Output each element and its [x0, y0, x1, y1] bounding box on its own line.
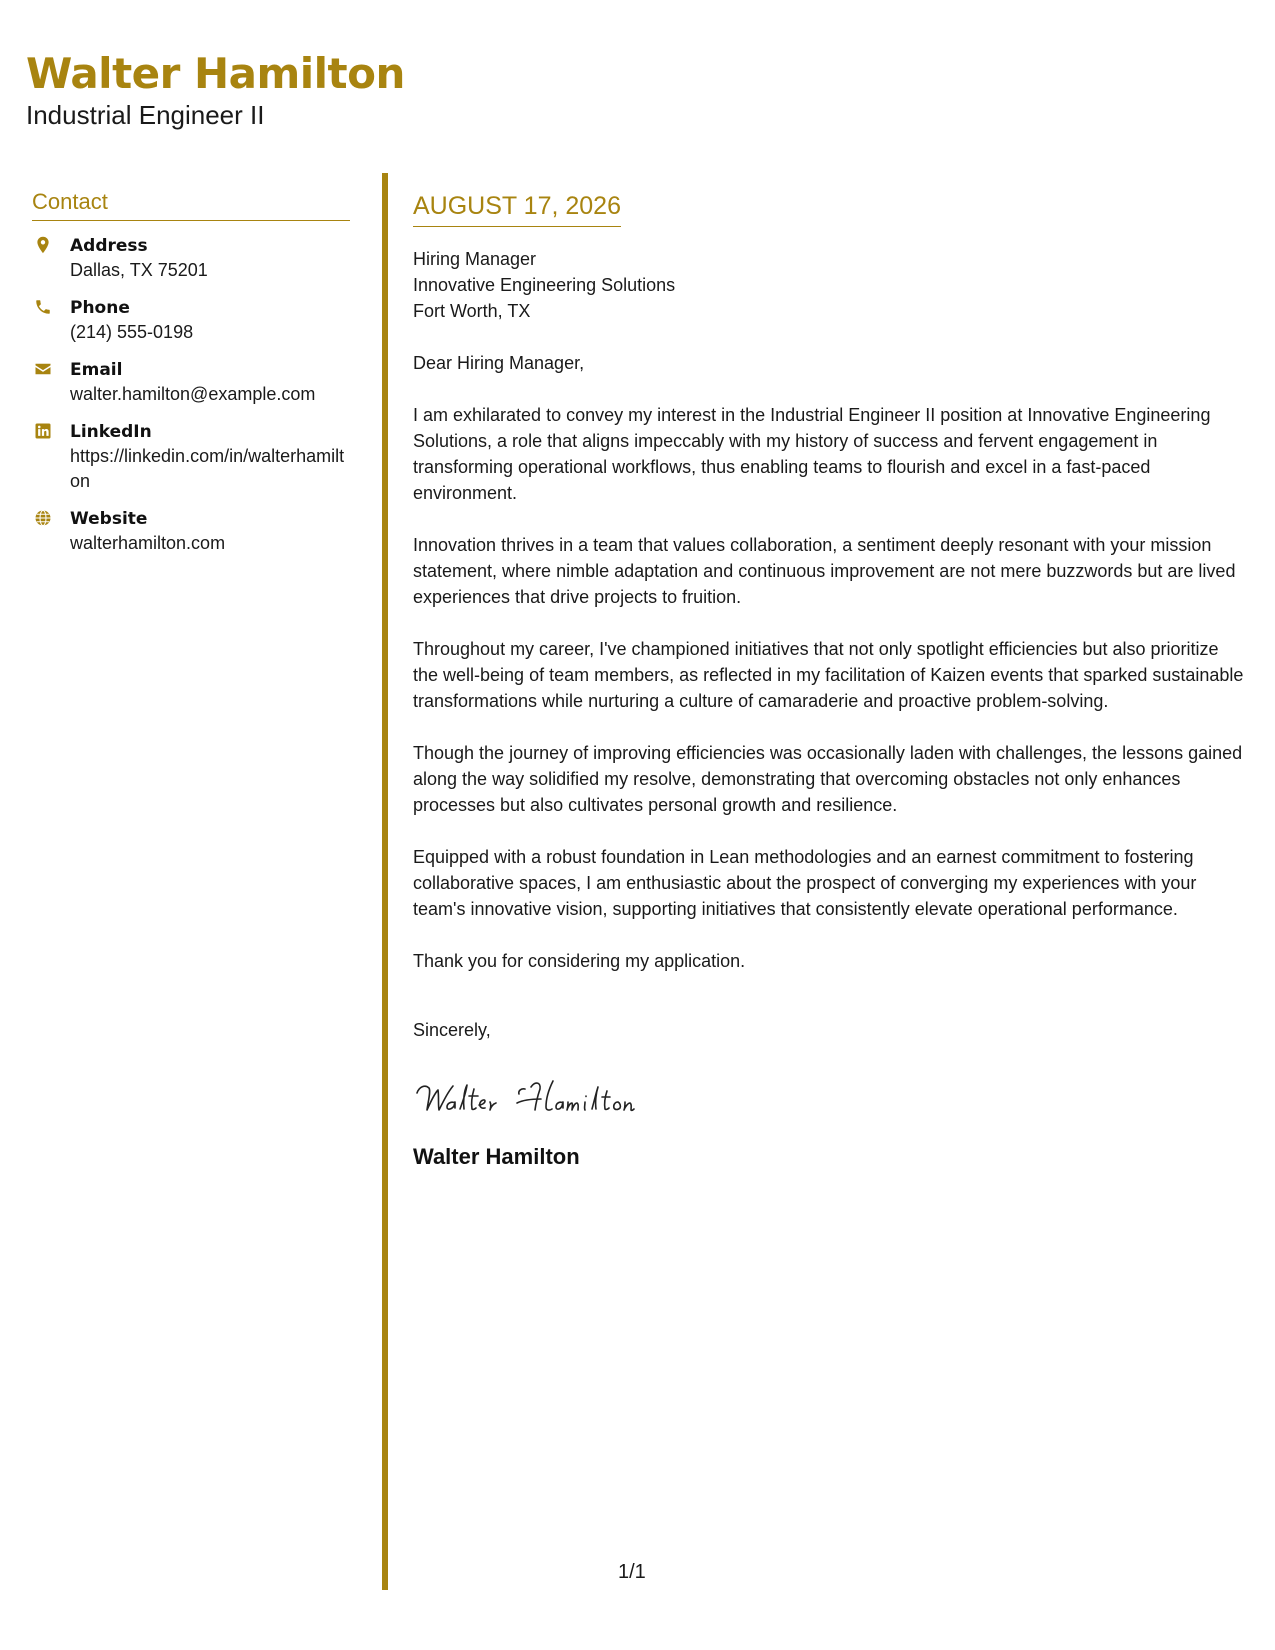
letter-paragraph: Throughout my career, I've championed initiatives that not only spotlight efficiencies but also prioritize the well-being of team members, as reflected in my facilitation of Kaizen events that sparked sustainable transformations while nurturing a culture of camaraderie and proactive problem-solving. [413, 639, 1244, 711]
contact-label: Website [70, 509, 148, 529]
contact-label: LinkedIn [70, 422, 152, 442]
letter-paragraph: I am exhilarated to convey my interest in the Industrial Engineer II position at Innovative Engineering Solutions, a role that aligns impeccably with my history of success and fervent engagement in transforming operational workflows, thus enabling teams to flourish and excel in a fast-paced environment. [413, 405, 1211, 503]
signer-name: Walter Hamilton [413, 1144, 580, 1169]
handwritten-signature [413, 1069, 693, 1127]
letter-paragraph: Innovation thrives in a team that values collaboration, a sentiment deeply resonant with your mission statement, where nimble adaptation and continuous improvement are not mere buzzwords but are lived experiences that drive projects to fruition. [413, 535, 1236, 607]
contact-item-email [32, 358, 350, 407]
letter-header [26, 48, 405, 130]
contact-item-website [32, 507, 350, 556]
closing: Sincerely, [413, 1020, 491, 1040]
letter-paragraph: Equipped with a robust foundation in Lean methodologies and an earnest commitment to fostering collaborative spaces, I am enthusiastic about the prospect of converging my experiences with your team's innovative vision, supporting initiatives that consistently elevate operational performance. [413, 847, 1197, 919]
phone-icon [32, 296, 70, 318]
contact-list [32, 234, 350, 556]
linkedin-icon [32, 420, 70, 442]
address-value: Dallas, TX 75201 [70, 260, 208, 280]
globe-icon [32, 507, 70, 529]
email-value[interactable]: walter.hamilton@example.com [70, 384, 316, 404]
letter-date: AUGUST 17, 2026 [413, 190, 621, 227]
page-number: 1/1 [618, 1561, 646, 1583]
applicant-role: Industrial Engineer II [26, 100, 265, 130]
contact-label: Email [70, 360, 123, 380]
contact-sidebar [32, 188, 350, 569]
letter-paragraph: Though the journey of improving efficiencies was occasionally laden with challenges, the lessons gained along the way solidified my resolve, demonstrating that overcoming obstacles not only enhances processes but also cultivates personal growth and resilience. [413, 743, 1243, 815]
salutation: Dear Hiring Manager, [413, 353, 585, 373]
recipient-title: Hiring Manager [413, 249, 537, 269]
letter-paragraph: Thank you for considering my application. [413, 951, 746, 971]
website-value[interactable]: walterhamilton.com [70, 533, 226, 553]
linkedin-value[interactable]: https://linkedin.com/in/walterhamilton [70, 446, 345, 491]
contact-item-linkedin [32, 420, 350, 494]
recipient-block [413, 246, 1245, 324]
map-pin-icon [32, 234, 70, 256]
letter-body [413, 190, 1245, 1171]
recipient-location: Fort Worth, TX [413, 301, 531, 321]
contact-heading: Contact [32, 188, 350, 221]
contact-label: Phone [70, 298, 130, 318]
envelope-icon [32, 358, 70, 380]
contact-item-phone [32, 296, 350, 345]
phone-value[interactable]: (214) 555-0198 [70, 322, 194, 342]
contact-item-address [32, 234, 350, 283]
recipient-company: Innovative Engineering Solutions [413, 275, 676, 295]
applicant-name: Walter Hamilton [26, 49, 405, 98]
contact-label: Address [70, 236, 148, 256]
column-divider [382, 173, 388, 1590]
